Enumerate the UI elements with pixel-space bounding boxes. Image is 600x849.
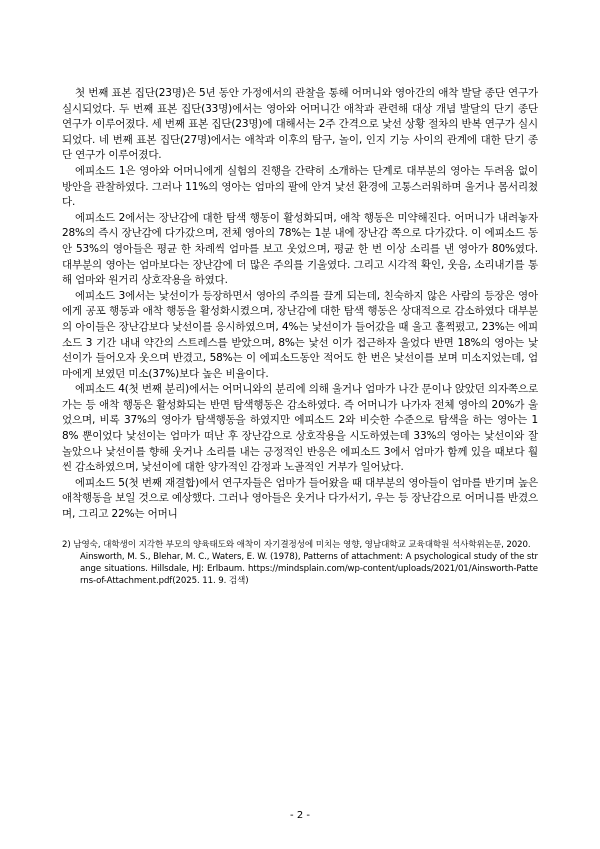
page-number: - 2 - — [290, 810, 310, 821]
paragraph-6: 에피소드 5(첫 번째 재결합)에서 연구자들은 엄마가 들어왔을 때 대부분의 영아들이 엄마를 반기며 높은 애착행동을 보일 것으로 예상했다. 그러나 영아들은 웃거나 다가서기, 우는 등 장난감으로 어머니를 반겼으며, 그리고 22%는 어머니 — [62, 476, 538, 521]
footnote-line-2: Ainsworth, M. S., Blehar, M. C., Waters, E. W. (1978), Patterns of attachment: A psychological study of the strange situations. Hillsdale, HJ: Erlbaum. https://mindsplain.com/wp-content/uploads/2021/01/Ainsworth-Patterns-of-Attachment.pdf(2025. 11. 9. 검색) — [80, 551, 538, 587]
paragraph-3: 에피소드 2에서는 장난감에 대한 탐색 행동이 활성화되며, 애착 행동은 미약해진다. 어머니가 내려놓자 28%의 즉시 장난감에 다가갔으며, 전체 영아의 78%는 1분 내에 장난감 쪽으로 다가갔다. 이 에피소드 동안 53%의 영아들은 평균 한 차례씩 엄마를 보고 웃었으며, 평균 한 번 이상 소리를 낸 영아가 80%였다. 대부분의 영아는 엄마보다는 장난감에 더 많은 주의를 기울였다. 그리고 시각적 확인, 웃음, 소리내기를 통해 엄마와 원거리 상호작용을 하였다. — [62, 211, 538, 287]
paragraph-4: 에피소드 3에서는 낯선이가 등장하면서 영아의 주의를 끌게 되는데, 친숙하지 않은 사람의 등장은 영아에게 공포 행동과 애착 행동을 활성화시켰으며, 장난감에 대한 탐색 행동은 상대적으로 감소하였다 대부분의 아이들은 장난감보다 낯선이를 응시하였으며, 4%는 낯선이가 들어갔을 때 울고 훌쩍폈고, 23%는 에피소드 3 기간 내내 약간의 스트레스를 받았으며, 8%는 낯선 이가 접근하자 울었다 반면 18%의 영아는 낯선이가 들어오자 웃으며 반겼고, 58%는 이 에피소드동안 적어도 한 번은 낯선이를 보며 미소지었는데, 엄마에게 보였던 미소(37%)보다 높은 비율이다. — [62, 289, 538, 380]
footnote-marker: 2) — [62, 539, 71, 550]
paragraph-5: 에피소드 4(첫 번째 분리)에서는 어머니와의 분리에 의해 울거나 엄마가 나간 문이나 앉았던 의자쪽으로 가는 등 애착 행동은 활성화되는 반면 탐색행동은 감소하였다. 즉 어머니가 나가자 전체 영아의 20%가 울었으며, 비록 37%의 영아가 탐색행동을 하였지만 에피소드 2와 비슷한 수준으로 탐색을 하는 영아는 18% 뿐이었다 낯선이는 엄마가 떠난 후 장난감으로 상호작용을 시도하였는데 33%의 영아는 낯선이와 잘 놀았으나 낯선이를 향해 웃거나 소리를 내는 긍정적인 반응은 에피소드 3에서 엄마가 함께 있을 때보다 훨씬 감소하였으며, 낯선이에 대한 양가적인 감정과 노골적인 거부가 일어났다. — [62, 383, 538, 474]
footnote — [62, 539, 538, 588]
paragraph-2: 에피소드 1은 영아와 어머니에게 실험의 진행을 간략히 소개하는 단계로 대부분의 영아는 두려움 없이 방안을 관찰하였다. 그러나 11%의 영아는 엄마의 팔에 안겨 낯선 환경에 고통스러워하며 울거나 몸서리쳤다. — [62, 164, 538, 209]
footnote-text-1: 남영숙, 대학생이 지각한 부모의 양육태도와 애착이 자기결정성에 미치는 영향, 영남대학교 교육대학원 석사학위논문, 2020. — [73, 539, 531, 550]
body-text — [62, 86, 538, 523]
paragraph-1: 첫 번째 표본 집단(23명)은 5년 동안 가정에서의 관찰을 통해 어머니와 영아간의 애착 발달 종단 연구가 실시되었다. 두 번째 표본 집단(33명)에서는 영아와 어머니간 애착과 관련해 대상 개념 발달의 단기 종단 연구가 이루어졌다. 세 번째 표본 집단(23명)에 대해서는 2주 간격으로 낯선 상황 절차의 반복 연구가 실시되었다. 네 번째 표본 집단(27명)에서는 애착과 이후의 탐구, 놀이, 인지 기능 사이의 관계에 대한 단기 종단 연구가 이루어졌다. — [62, 87, 538, 162]
footnote-line-1 — [62, 539, 538, 551]
